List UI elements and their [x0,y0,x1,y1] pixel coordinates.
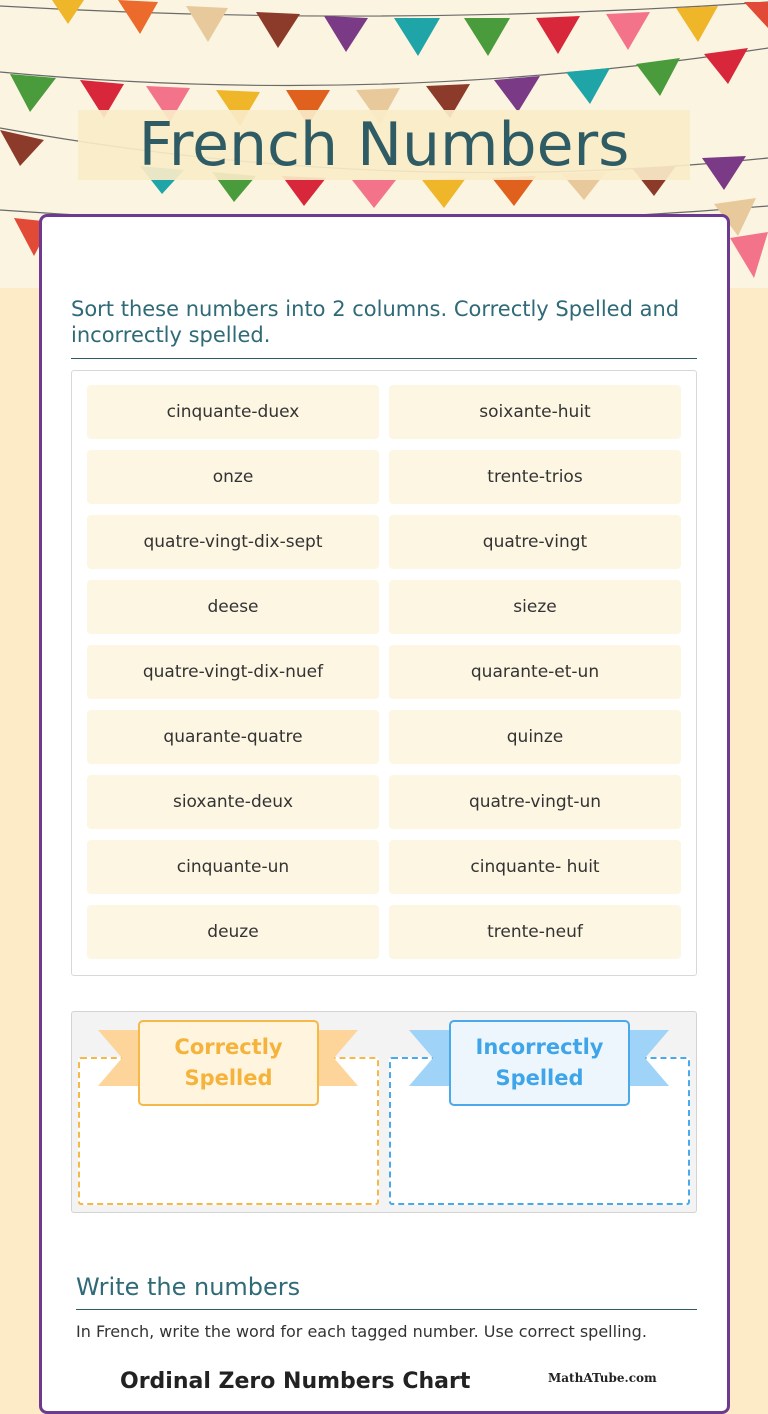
word-chip[interactable]: sioxante-deux [87,775,379,829]
word-chip[interactable]: trente-trios [389,450,681,504]
section-instructions: In French, write the word for each tagged number. Use correct spelling. [76,1322,647,1341]
word-chip[interactable]: quatre-vingt [389,515,681,569]
word-chip[interactable]: cinquante-un [87,840,379,894]
category-label-line: Incorrectly [475,1035,604,1059]
number-chart-image-title: Ordinal Zero Numbers Chart [120,1369,471,1394]
word-chip[interactable]: onze [87,450,379,504]
word-chip[interactable]: cinquante- huit [389,840,681,894]
sort-instructions: Sort these numbers into 2 columns. Correctly Spelled and incorrectly spelled. [71,296,697,359]
word-chip[interactable]: cinquante-duex [87,385,379,439]
word-chip[interactable]: sieze [389,580,681,634]
category-label-correct [138,1020,319,1106]
section-heading: Write the numbers [76,1272,697,1310]
category-label-incorrect [449,1020,630,1106]
category-label-line: Spelled [495,1066,584,1090]
number-chart-image-logo: MathATube.com [548,1371,657,1385]
word-chip[interactable]: quatre-vingt-dix-sept [87,515,379,569]
word-chip[interactable]: soixante-huit [389,385,681,439]
category-label-line: Spelled [184,1066,273,1090]
category-label-line: Correctly [174,1035,283,1059]
word-chip[interactable]: quatre-vingt-un [389,775,681,829]
word-chip[interactable]: quarante-quatre [87,710,379,764]
word-chip[interactable]: quinze [389,710,681,764]
word-chip[interactable]: trente-neuf [389,905,681,959]
word-chip[interactable]: deese [87,580,379,634]
word-chip[interactable]: quarante-et-un [389,645,681,699]
word-chip[interactable]: deuze [87,905,379,959]
page-title: French Numbers [138,110,630,180]
word-chip[interactable]: quatre-vingt-dix-nuef [87,645,379,699]
